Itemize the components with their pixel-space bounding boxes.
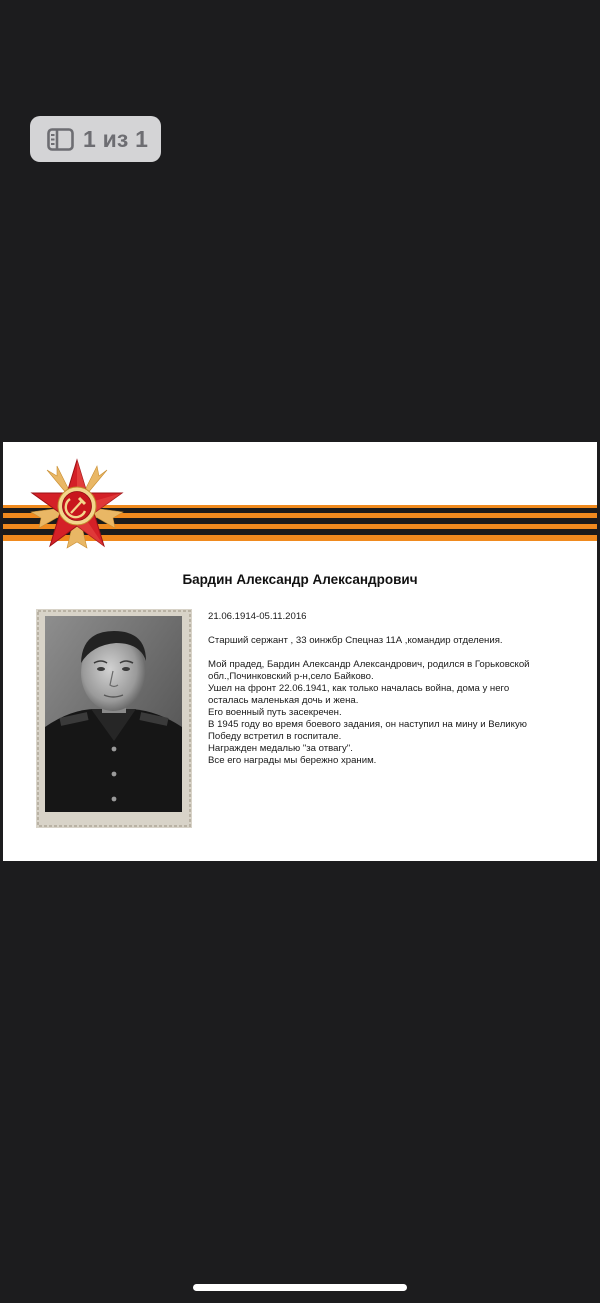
portrait-photo	[36, 609, 192, 828]
home-indicator[interactable]	[193, 1284, 407, 1291]
bio-line: обл.,Починковский р-н,село Байково.	[208, 671, 374, 682]
person-name: Бардин Александр Александрович	[182, 572, 418, 587]
bio-line: Победу встретил в госпитале.	[208, 731, 342, 742]
order-patriotic-war-icon	[27, 456, 127, 556]
life-dates: 21.06.1914-05.11.2016	[208, 611, 307, 622]
page-counter-label: 1 из 1	[83, 125, 149, 152]
bio-line: Награжден медалью "за отвагу".	[208, 743, 353, 754]
bio-line: Его военный путь засекречен.	[208, 707, 342, 718]
bio-line: В 1945 году во время боевого задания, он наступил на мину и Великую	[208, 719, 527, 730]
sidebar-icon	[47, 128, 74, 151]
bio-line: Ушел на фронт 22.06.1941, как только началась война, дома у него	[208, 683, 510, 694]
biography-block	[208, 611, 580, 767]
page-counter-button[interactable]	[30, 116, 161, 162]
bio-line: Все его награды мы бережно храним.	[208, 755, 377, 766]
bio-line: Мой прадед, Бардин Александр Александрович, родился в Горьковской	[208, 659, 530, 670]
military-rank: Старший сержант , 33 оинжбр Спецназ 11А ,командир отделения.	[208, 635, 503, 646]
document-page	[3, 442, 597, 861]
bio-line: осталась маленькая дочь и жена.	[208, 695, 359, 706]
